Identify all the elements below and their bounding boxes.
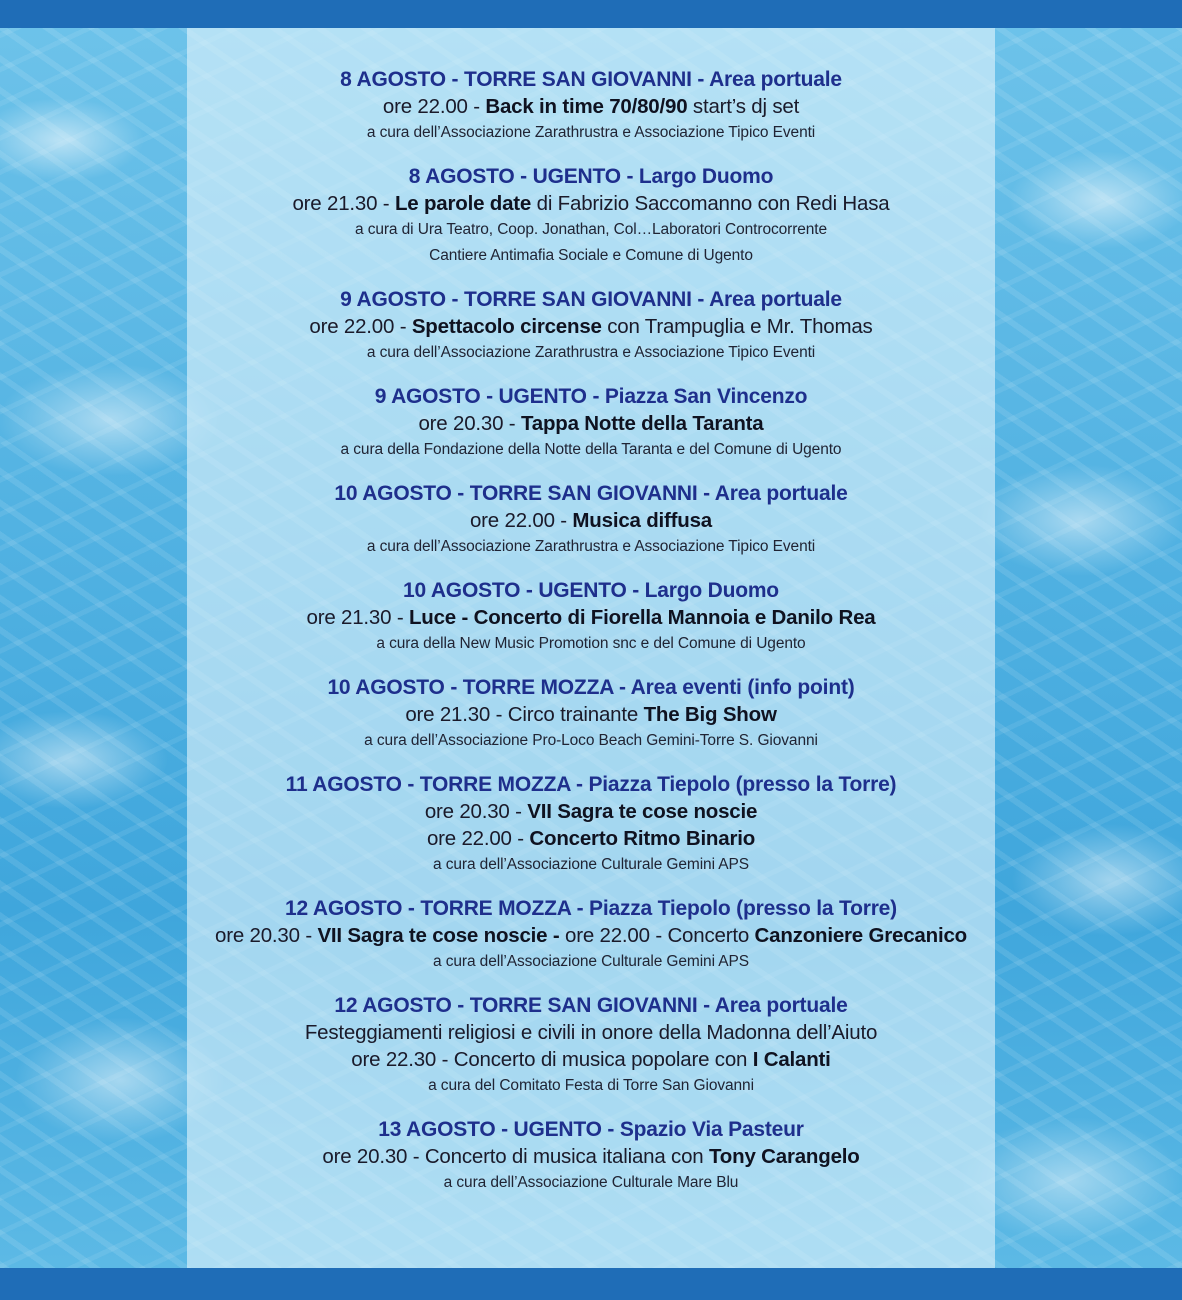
line-text: ore 22.00 - Concerto bbox=[559, 924, 755, 947]
line-text: ore 21.30 - bbox=[292, 192, 395, 215]
event-credit: a cura della New Music Promotion snc e del Comune di Ugento bbox=[376, 635, 806, 652]
event-heading: 11 AGOSTO - TORRE MOZZA - Piazza Tiepolo (presso la Torre) bbox=[285, 773, 897, 796]
line-highlight: Tappa Notte della Taranta bbox=[520, 412, 764, 435]
event-line bbox=[0, 507, 1182, 534]
event-item bbox=[0, 163, 1182, 269]
line-text: ore 21.30 - bbox=[306, 606, 409, 629]
event-heading: 10 AGOSTO - UGENTO - Largo Duomo bbox=[403, 579, 779, 602]
event-heading: 8 AGOSTO - UGENTO - Largo Duomo bbox=[408, 165, 774, 188]
line-highlight: Concerto Ritmo Binario bbox=[529, 827, 756, 850]
event-line bbox=[0, 701, 1182, 728]
line-highlight: VII Sagra te cose noscie bbox=[527, 800, 758, 823]
line-text: ore 22.00 - bbox=[309, 315, 412, 338]
line-text: ore 22.30 - Concerto di musica popolare con bbox=[351, 1048, 753, 1071]
line-highlight: Spettacolo circense bbox=[411, 315, 602, 338]
event-credit: a cura dell’Associazione Zarathrustra e Associazione Tipico Eventi bbox=[366, 344, 816, 361]
event-list bbox=[0, 66, 1182, 1196]
event-item bbox=[0, 1116, 1182, 1196]
line-highlight: Tony Carangelo bbox=[709, 1145, 860, 1168]
event-credit: a cura dell’Associazione Culturale Mare Blu bbox=[443, 1174, 739, 1191]
event-credit: a cura del Comitato Festa di Torre San Giovanni bbox=[428, 1077, 754, 1094]
event-item bbox=[0, 992, 1182, 1099]
line-highlight: Le parole date bbox=[394, 192, 532, 215]
line-text: di Fabrizio Saccomanno con Redi Hasa bbox=[531, 192, 890, 215]
event-credit: a cura dell’Associazione Zarathrustra e Associazione Tipico Eventi bbox=[366, 538, 816, 555]
event-item bbox=[0, 480, 1182, 560]
line-text: con Trampuglia e Mr. Thomas bbox=[601, 315, 873, 338]
bottom-band bbox=[0, 1268, 1182, 1300]
event-heading: 12 AGOSTO - TORRE MOZZA - Piazza Tiepolo (presso la Torre) bbox=[285, 897, 897, 920]
event-line bbox=[0, 410, 1182, 437]
event-credit: a cura dell’Associazione Culturale Gemini APS bbox=[433, 856, 749, 873]
event-credit: a cura di Ura Teatro, Coop. Jonathan, Col…Laboratori Controcorrente bbox=[354, 221, 828, 238]
event-line bbox=[0, 190, 1182, 217]
event-line bbox=[0, 1143, 1182, 1170]
event-heading: 10 AGOSTO - TORRE MOZZA - Area eventi (info point) bbox=[327, 676, 855, 699]
line-text: ore 20.30 - Concerto di musica italiana con bbox=[322, 1145, 709, 1168]
event-item bbox=[0, 286, 1182, 366]
line-text: ore 20.30 - bbox=[424, 800, 528, 823]
event-item bbox=[0, 577, 1182, 657]
event-credit: Cantiere Antimafia Sociale e Comune di Ugento bbox=[429, 247, 753, 264]
event-credit: a cura dell’Associazione Culturale Gemini APS bbox=[433, 953, 749, 970]
event-heading: 9 AGOSTO - TORRE SAN GIOVANNI - Area portuale bbox=[340, 288, 842, 311]
event-line bbox=[0, 1046, 1182, 1073]
line-text: ore 21.30 - Circo trainante bbox=[405, 703, 644, 726]
line-text: ore 22.00 - bbox=[469, 509, 573, 532]
event-heading: 9 AGOSTO - UGENTO - Piazza San Vincenzo bbox=[374, 385, 808, 408]
event-credit: a cura della Fondazione della Notte della Taranta e del Comune di Ugento bbox=[340, 441, 842, 458]
event-heading: 13 AGOSTO - UGENTO - Spazio Via Pasteur bbox=[378, 1118, 804, 1141]
event-line bbox=[0, 922, 1182, 949]
event-line bbox=[0, 825, 1182, 852]
event-line bbox=[0, 93, 1182, 120]
event-line bbox=[0, 798, 1182, 825]
line-text: start’s dj set bbox=[687, 95, 800, 118]
event-line bbox=[0, 1019, 1182, 1046]
event-heading: 12 AGOSTO - TORRE SAN GIOVANNI - Area portuale bbox=[334, 994, 848, 1017]
event-credit: a cura dell’Associazione Pro-Loco Beach Gemini-Torre S. Giovanni bbox=[364, 732, 818, 749]
line-highlight: Back in time 70/80/90 bbox=[485, 95, 688, 118]
line-highlight: Musica diffusa bbox=[572, 509, 713, 532]
line-text: ore 22.00 - bbox=[382, 95, 486, 118]
line-highlight: I Calanti bbox=[752, 1048, 831, 1071]
event-heading: 10 AGOSTO - TORRE SAN GIOVANNI - Area portuale bbox=[334, 482, 848, 505]
event-item bbox=[0, 66, 1182, 146]
line-text: ore 22.00 - bbox=[426, 827, 530, 850]
line-text: Festeggiamenti religiosi e civili in onore della Madonna dell’Aiuto bbox=[304, 1021, 878, 1044]
event-credit: a cura dell’Associazione Zarathrustra e Associazione Tipico Eventi bbox=[366, 124, 816, 141]
event-item bbox=[0, 771, 1182, 878]
top-band bbox=[0, 0, 1182, 28]
line-highlight: Luce - Concerto di Fiorella Mannoia e Danilo Rea bbox=[408, 606, 876, 629]
line-text: ore 20.30 - bbox=[418, 412, 521, 435]
line-text: ore 20.30 - bbox=[215, 924, 318, 947]
event-item bbox=[0, 674, 1182, 754]
line-highlight: Canzoniere Grecanico bbox=[754, 924, 967, 947]
event-line bbox=[0, 313, 1182, 340]
event-item bbox=[0, 383, 1182, 463]
event-item bbox=[0, 895, 1182, 975]
line-highlight: VII Sagra te cose noscie - bbox=[317, 924, 560, 947]
line-highlight: The Big Show bbox=[643, 703, 777, 726]
event-heading: 8 AGOSTO - TORRE SAN GIOVANNI - Area portuale bbox=[340, 68, 842, 91]
event-line bbox=[0, 604, 1182, 631]
